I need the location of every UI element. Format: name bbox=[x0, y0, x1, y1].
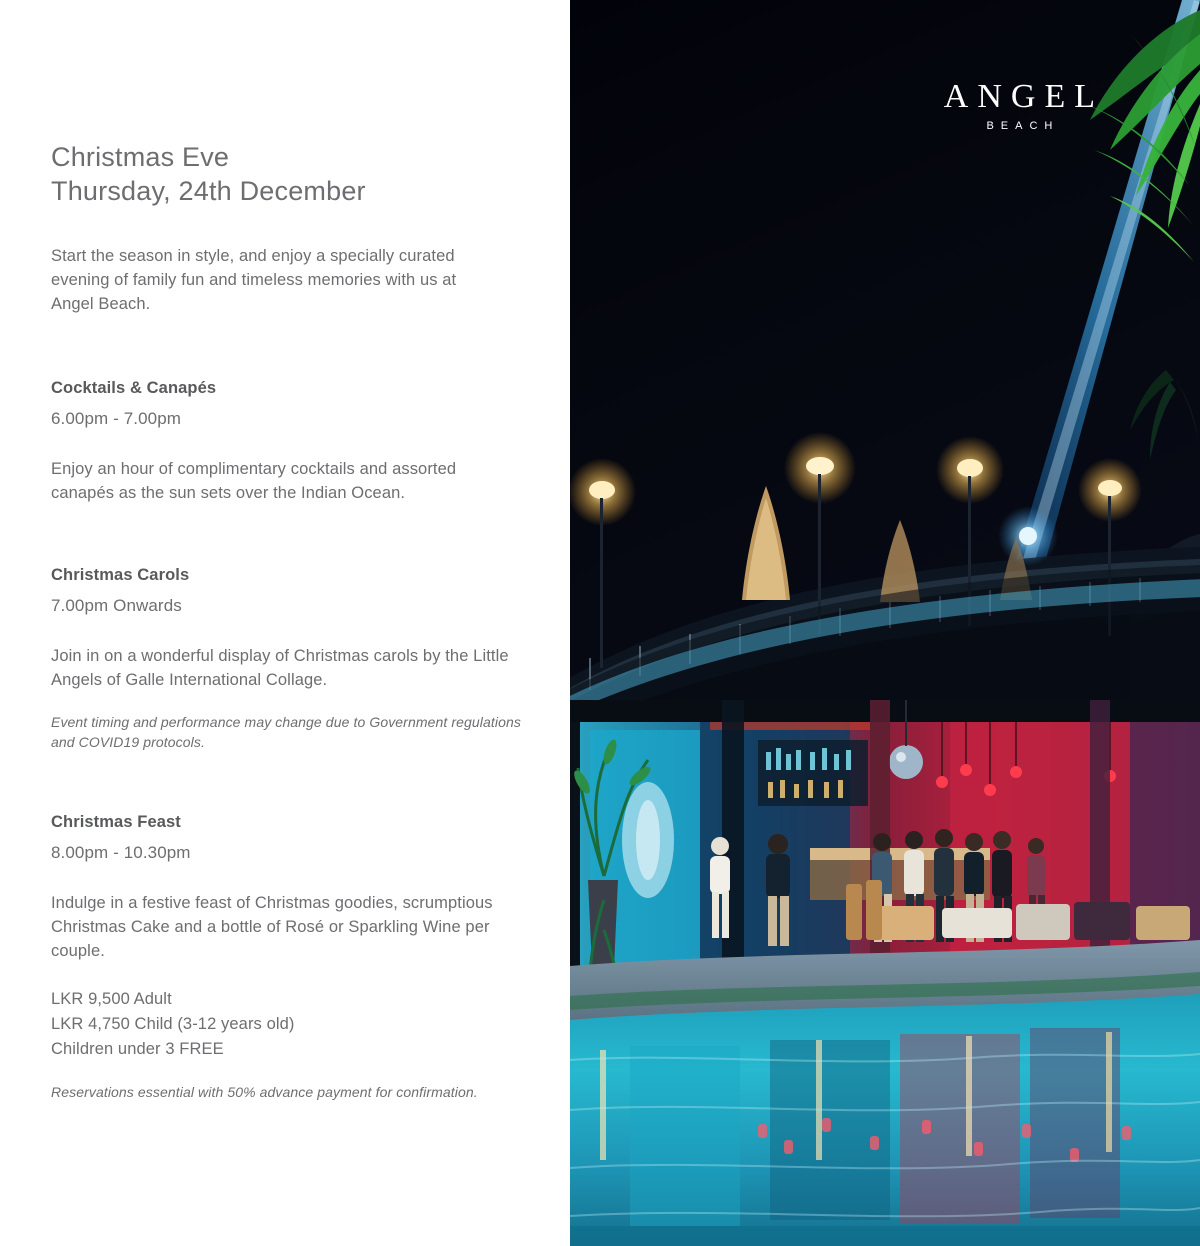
section-title: Cocktails & Canapés bbox=[51, 379, 217, 397]
content-wrapper bbox=[51, 140, 531, 1102]
brand-logo-sub: BEACH bbox=[986, 120, 1060, 132]
section-feast bbox=[51, 810, 531, 1102]
event-title-line-2: Thursday, 24th December bbox=[51, 176, 366, 206]
venue-night-photo bbox=[570, 0, 1200, 1246]
price-item-infant: Children under 3 FREE bbox=[51, 1040, 224, 1058]
section-body: Enjoy an hour of complimentary cocktails and assorted canapés as the sun sets over the Indian Ocean. bbox=[51, 460, 457, 502]
price-item-adult: LKR 9,500 Adult bbox=[51, 990, 172, 1008]
event-intro: Start the season in style, and enjoy a specially curated evening of family fun and timeless memories with us at Angel Beach. bbox=[51, 247, 457, 313]
section-body: Join in on a wonderful display of Christmas carols by the Little Angels of Galle International Collage. bbox=[51, 647, 509, 689]
section-time: 8.00pm - 10.30pm bbox=[51, 843, 191, 862]
section-time: 6.00pm - 7.00pm bbox=[51, 409, 182, 428]
event-title bbox=[51, 140, 531, 208]
price-list bbox=[51, 987, 531, 1062]
section-title: Christmas Carols bbox=[51, 566, 190, 584]
section-note: Event timing and performance may change due to Government regulations and COVID19 protocols. bbox=[51, 714, 521, 750]
brand-logo-name: ANGEL bbox=[943, 78, 1104, 115]
photo-illustration bbox=[570, 0, 1200, 1246]
section-carols bbox=[51, 563, 531, 752]
section-body: Indulge in a festive feast of Christmas goodies, scrumptious Christmas Cake and a bottle of Rosé or Sparkling Wine per couple. bbox=[51, 894, 493, 960]
price-item-child: LKR 4,750 Child (3-12 years old) bbox=[51, 1015, 295, 1033]
section-title: Christmas Feast bbox=[51, 813, 181, 831]
event-title-line-1: Christmas Eve bbox=[51, 142, 230, 172]
text-column bbox=[0, 0, 570, 1246]
section-cocktails bbox=[51, 376, 531, 505]
section-note: Reservations essential with 50% advance payment for confirmation. bbox=[51, 1084, 478, 1100]
section-time: 7.00pm Onwards bbox=[51, 596, 182, 615]
